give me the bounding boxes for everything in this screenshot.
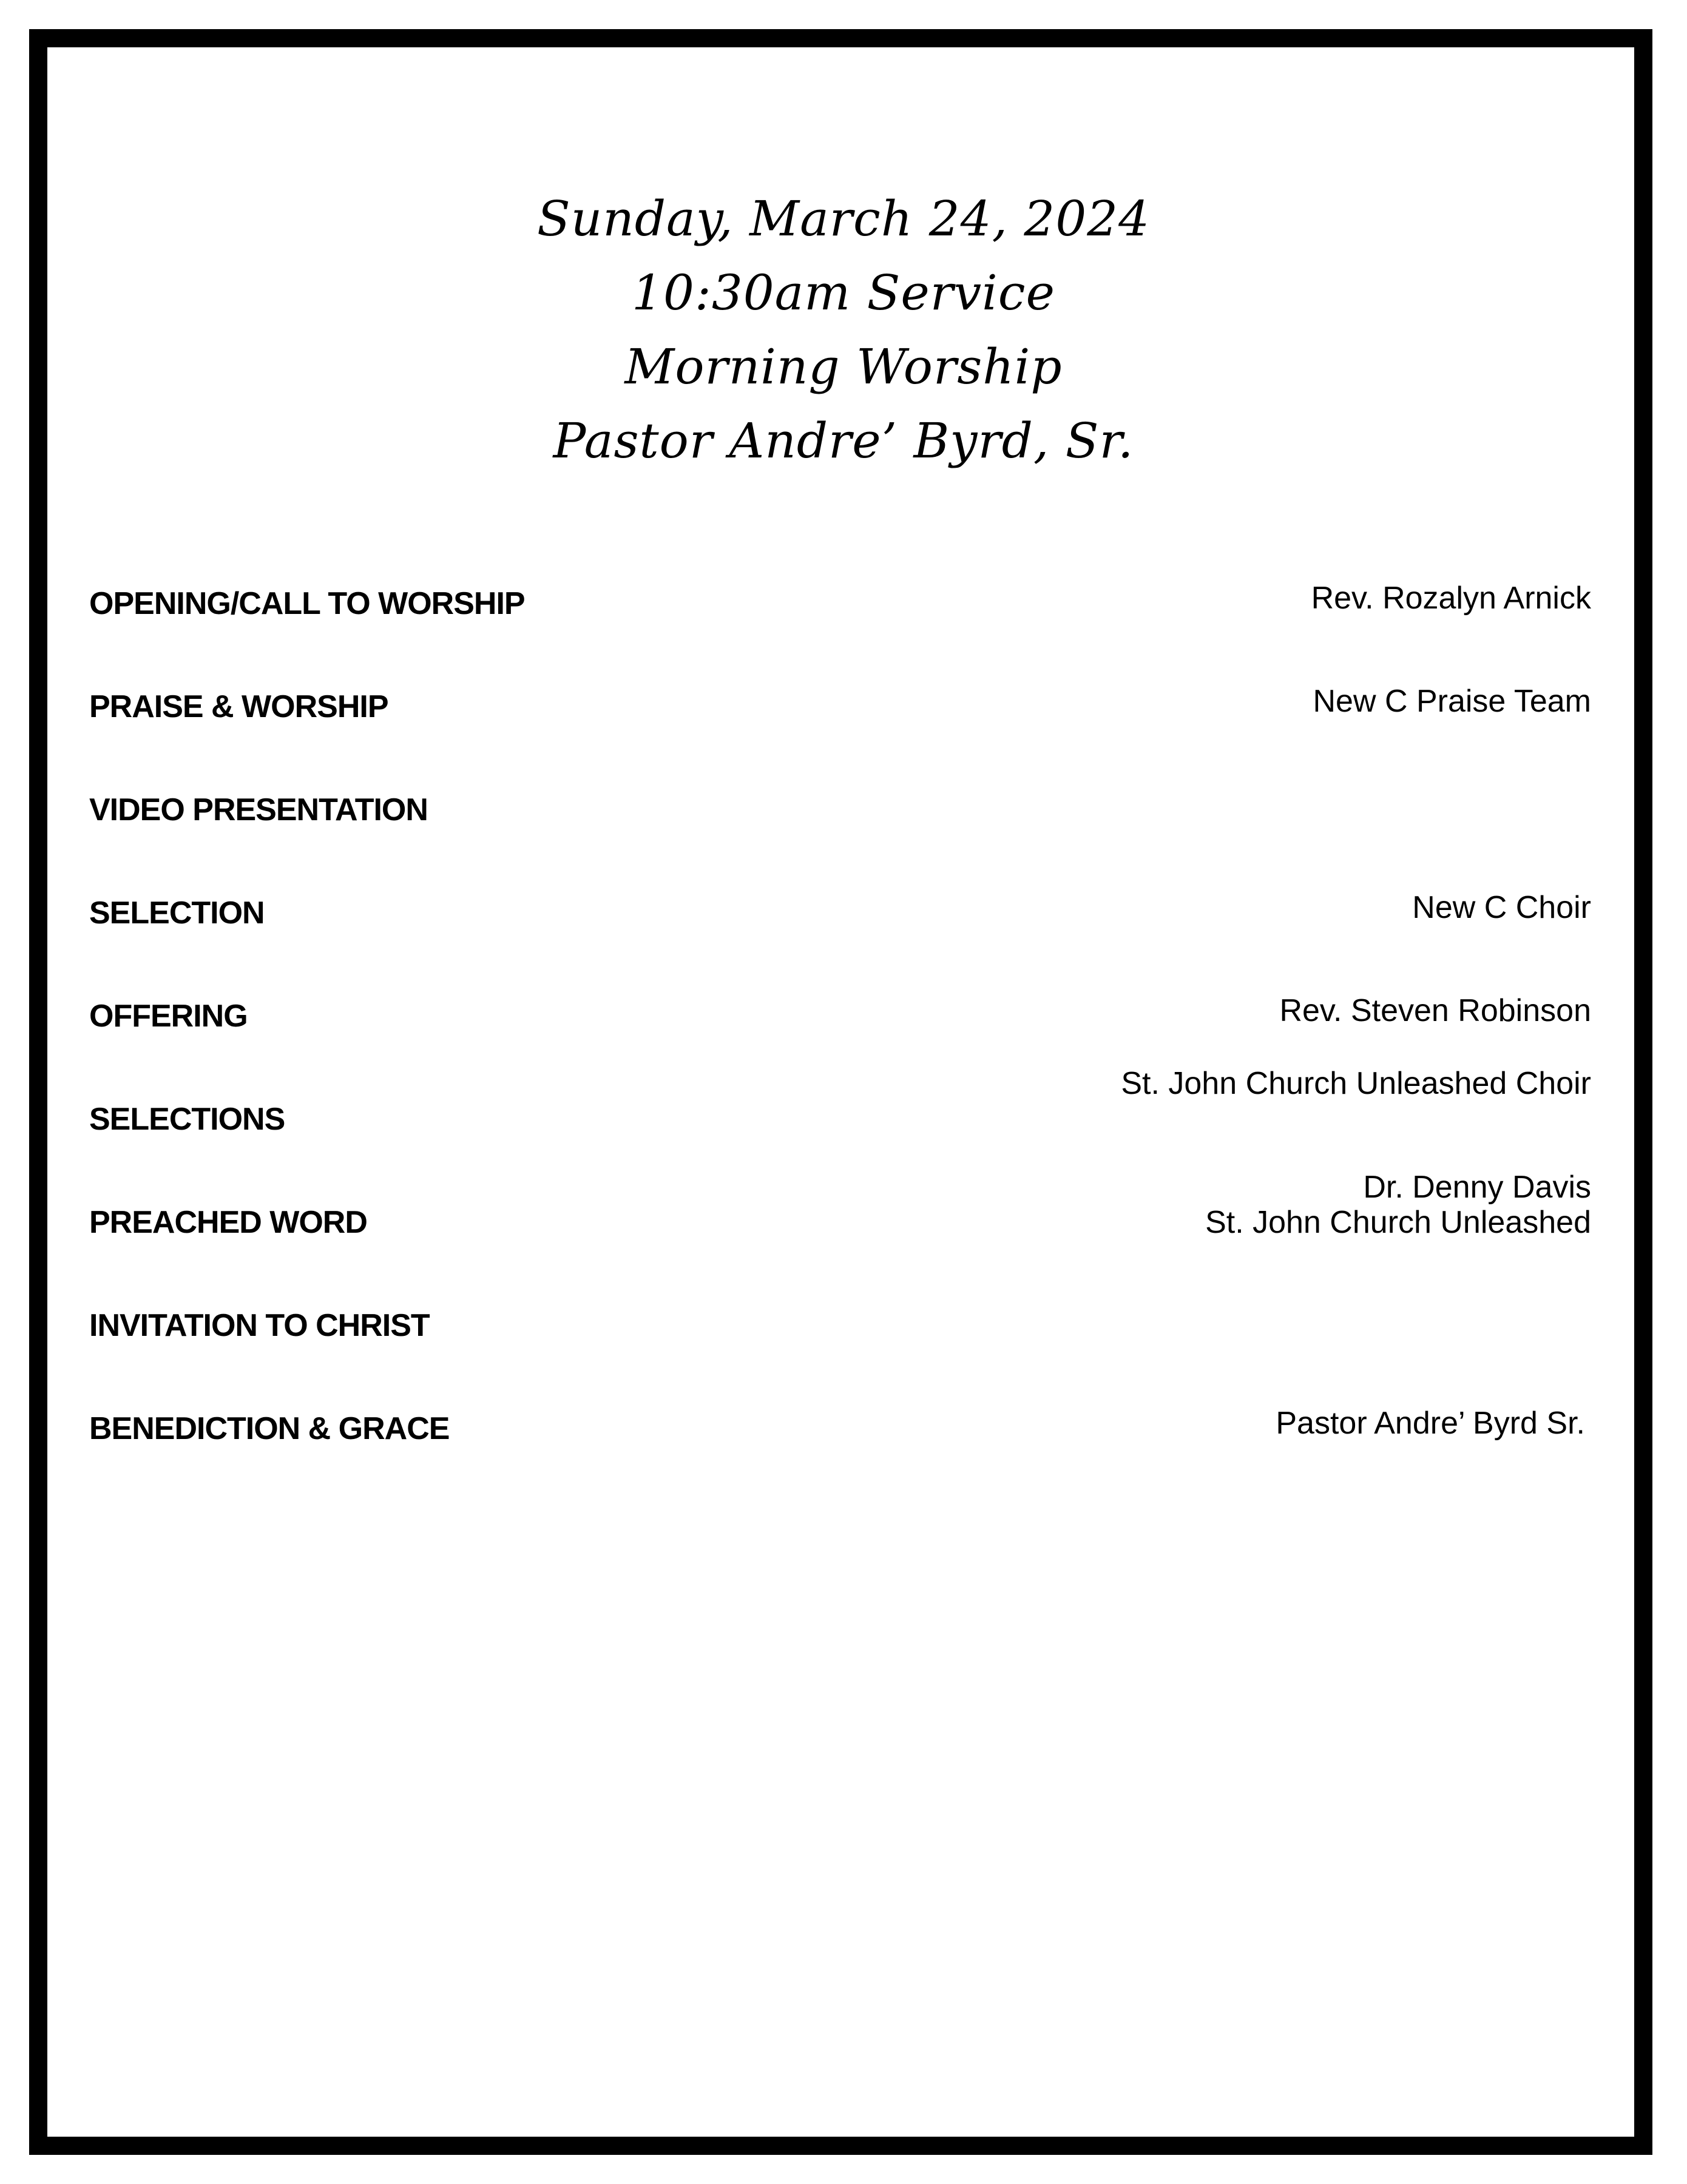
program-part: OPENING/CALL TO WORSHIP [89,586,525,621]
program-item [89,1406,1591,1483]
program-leader: Rev. Rozalyn Arnick [1311,581,1591,616]
service-time: 10:30am Service [632,265,1055,321]
program-part: SELECTIONS [89,1102,285,1137]
program-item [89,1307,1591,1380]
program-part: PREACHED WORD [89,1205,367,1240]
program-leader: New C Choir [1412,890,1591,925]
program-part: INVITATION TO CHRIST [89,1308,430,1343]
program-part: VIDEO PRESENTATION [89,792,428,827]
service-date: Sunday, March 24, 2024 [536,190,1151,247]
program-part: OFFERING [89,999,248,1034]
program-item [89,1170,1591,1277]
program-leader: St. John Church Unleashed Choir [1121,1066,1591,1101]
program-item [89,993,1591,1071]
program-item [89,581,1591,658]
program-leader: New C Praise Team [1313,684,1591,719]
service-pastor: Pastor Andre’ Byrd, Sr. [553,413,1134,469]
program-item [89,1066,1591,1174]
program-leader: Pastor Andre’ Byrd Sr. [1276,1406,1585,1441]
service-name: Morning Worship [624,339,1063,395]
program-part: PRAISE & WORSHIP [89,689,388,724]
program-item [89,684,1591,761]
program-leader: Rev. Steven Robinson [1279,993,1591,1028]
program-item [89,890,1591,968]
program-part: BENEDICTION & GRACE [89,1411,450,1446]
service-header [0,182,1687,478]
program-item [89,792,1591,864]
program-part: SELECTION [89,895,265,931]
program-leader: Dr. Denny Davis St. John Church Unleashed [1205,1170,1591,1240]
